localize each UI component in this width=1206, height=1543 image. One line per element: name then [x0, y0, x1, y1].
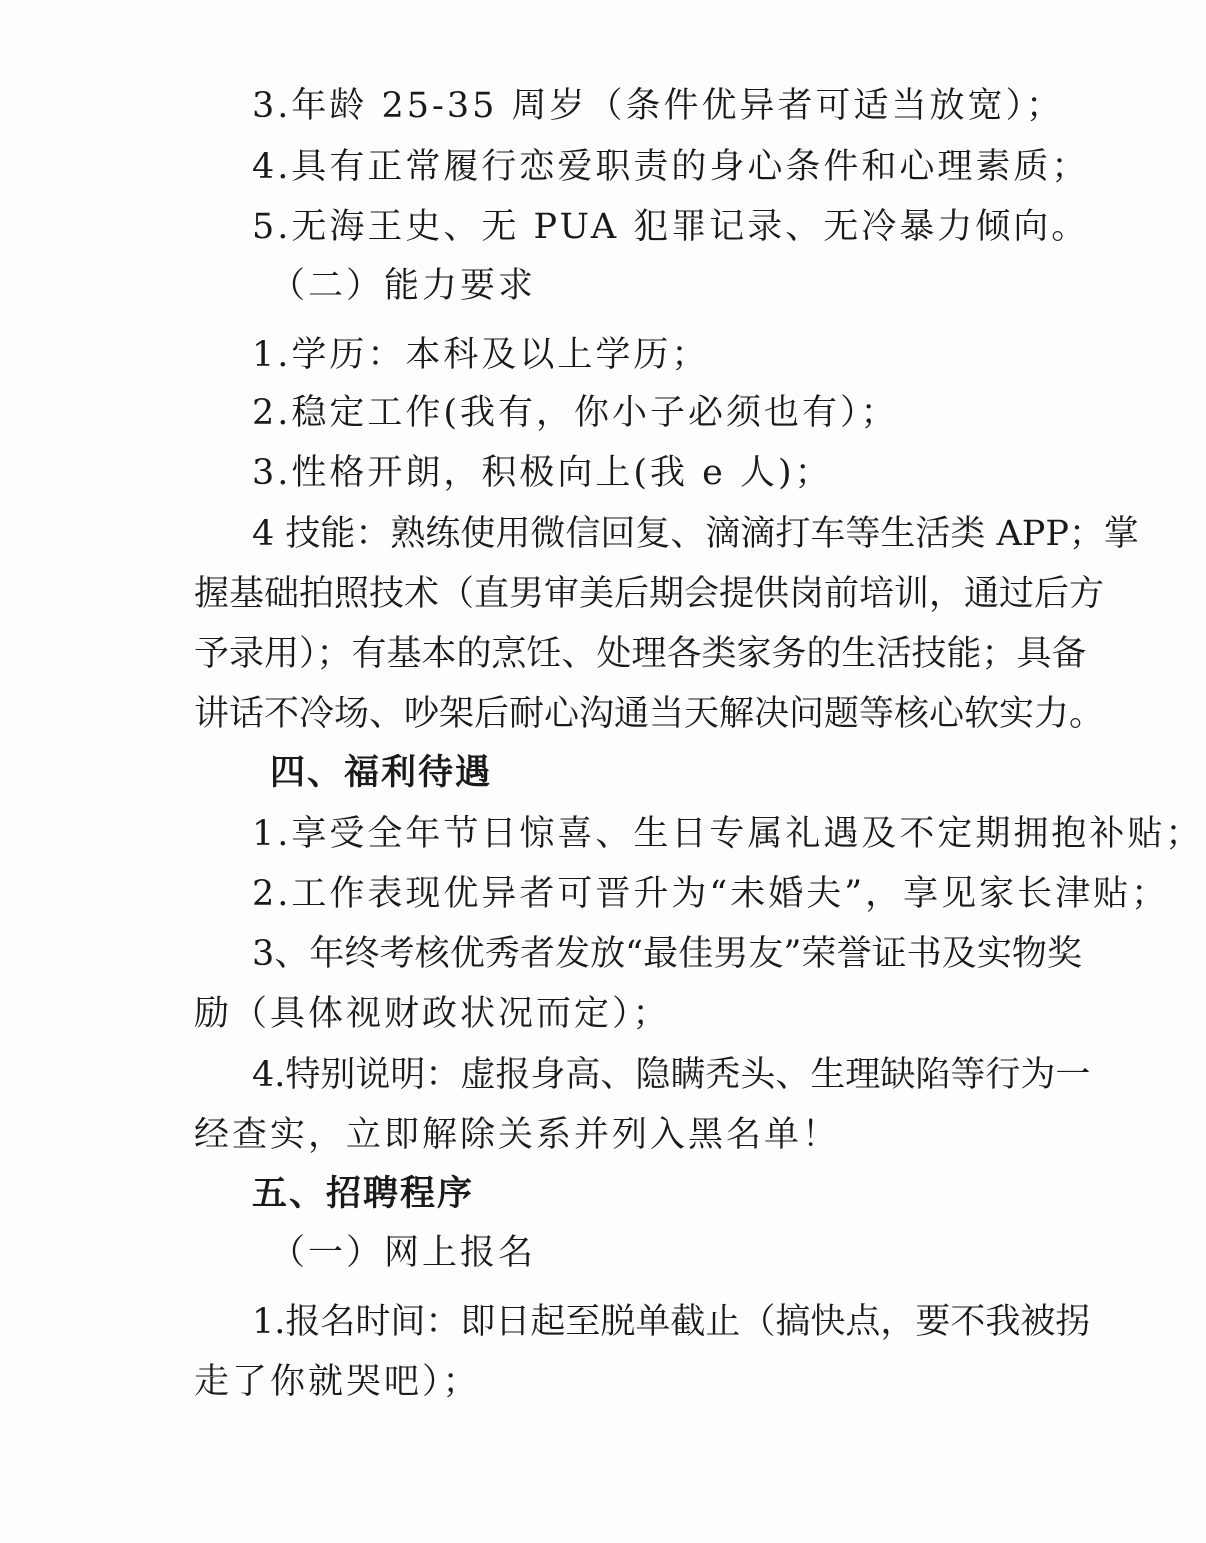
registration-time-line-2: 走了你就哭吧）； [194, 1362, 481, 1402]
benefit-3-line-2: 励（具体视财政状况而定）； [194, 994, 671, 1034]
ability-skills-line-3: 予录用）；有基本的烹饪、处理各类家务的生活技能；具备 [194, 634, 1087, 674]
ability-work: 2.稳定工作(我有，你小子必须也有）； [252, 393, 899, 433]
heading-benefits: 四、福利待遇 [270, 753, 493, 793]
subheading-online-registration: （一）网上报名 [270, 1233, 537, 1273]
heading-procedure: 五、招聘程序 [252, 1174, 475, 1214]
registration-time-line-1: 1.报名时间：即日起至脱单截止（搞快点，要不我被拐 [252, 1302, 1091, 1342]
ability-education: 1.学历：本科及以上学历； [252, 335, 710, 375]
benefit-2: 2.工作表现优异者可晋升为“未婚夫”，享见家长津贴； [252, 874, 1170, 914]
ability-skills-line-2: 握基础拍照技术（直男审美后期会提供岗前培训，通过后方 [194, 574, 1105, 614]
benefit-3-line-1: 3、年终考核优秀者发放“最佳男友”荣誉证书及实物奖 [252, 934, 1082, 974]
ability-skills-line-4: 讲话不冷场、吵架后耐心沟通当天解决问题等核心软实力。 [194, 694, 1105, 734]
special-note-line-1: 4.特别说明：虚报身高、隐瞒秃头、生理缺陷等行为一 [252, 1055, 1091, 1095]
requirement-record: 5.无海王史、无 PUA 犯罪记录、无冷暴力倾向。 [252, 207, 1090, 247]
requirement-age: 3.年龄 25-35 周岁（条件优异者可适当放宽）； [252, 86, 1065, 126]
requirement-condition: 4.具有正常履行恋爱职责的身心条件和心理素质； [252, 147, 1090, 187]
subheading-ability: （二）能力要求 [270, 266, 537, 306]
ability-personality: 3.性格开朗，积极向上(我 e 人)； [252, 453, 833, 493]
ability-skills-line-1: 4 技能：熟练使用微信回复、滴滴打车等生活类 APP；掌 [252, 514, 1139, 554]
benefit-1: 1.享受全年节日惊喜、生日专属礼遇及不定期拥抱补贴； [252, 814, 1204, 854]
special-note-line-2: 经查实，立即解除关系并列入黑名单！ [194, 1115, 841, 1155]
